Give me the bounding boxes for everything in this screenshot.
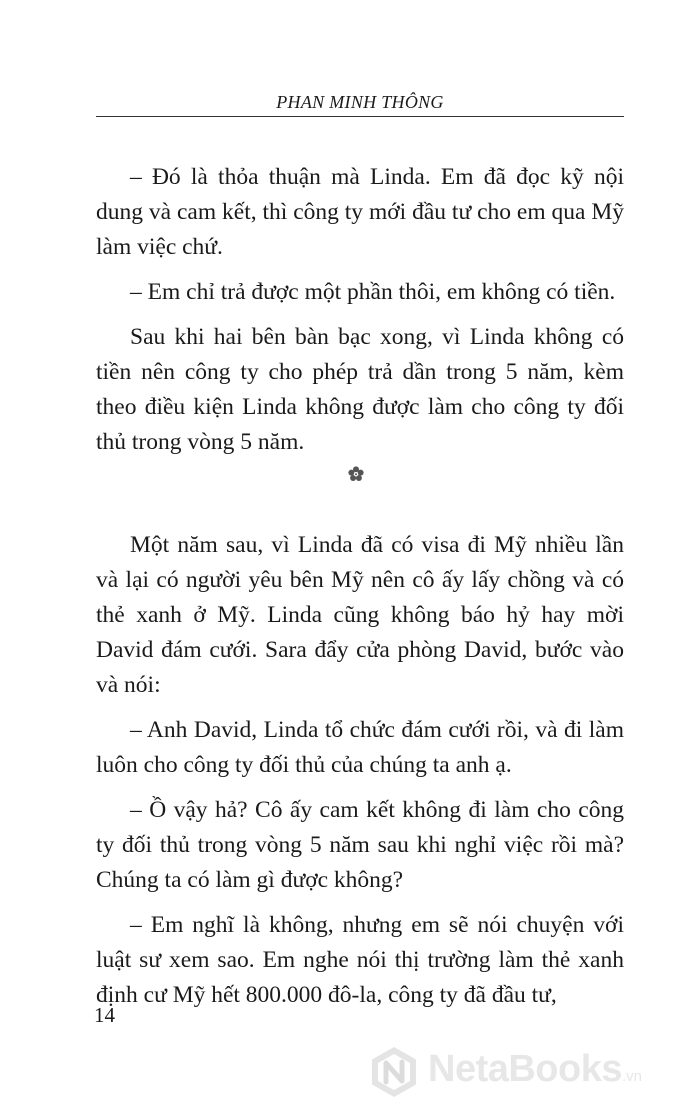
running-title: PHAN MINH THÔNG xyxy=(276,92,444,112)
watermark xyxy=(366,1044,696,1100)
page-number: 14 xyxy=(94,1003,115,1027)
paragraph: – Ồ vậy hả? Cô ấy cam kết không đi làm cho công ty đối thủ trong vòng 5 năm sau khi nghỉ việc rồi mà? Chúng ta có làm gì được không? xyxy=(96,797,624,893)
paragraph: – Em nghĩ là không, nhưng em sẽ nói chuyện với luật sư xem sao. Em nghe nói thị trường làm thẻ xanh định cư Mỹ hết 800.000 đô-la, công ty đã đầu tư, xyxy=(96,912,624,1008)
netabooks-logo-icon xyxy=(366,1044,422,1100)
watermark-brand xyxy=(428,1048,642,1091)
watermark-brand-name: NetaBooks xyxy=(428,1048,622,1090)
paragraph: Sau khi hai bên bàn bạc xong, vì Linda không có tiền nên công ty cho phép trả dần trong 5 năm, kèm theo điều kiện Linda không được làm cho công ty đối thủ trong vòng 5 năm. xyxy=(96,324,624,455)
header-divider xyxy=(96,116,624,117)
text-block-1 xyxy=(96,160,624,470)
text-block-2 xyxy=(96,528,624,1023)
watermark-domain-suffix: .vn xyxy=(622,1068,643,1085)
paragraph: – Em chỉ trả được một phần thôi, em không có tiền. xyxy=(130,279,616,305)
running-header xyxy=(96,92,624,113)
paragraph: Một năm sau, vì Linda đã có visa đi Mỹ nhiều lần và lại có người yêu bên Mỹ nên cô ấy lấy chồng và có thẻ xanh ở Mỹ. Linda cũng không báo hỷ hay mời David đám cưới. Sara đẩy cửa phòng David, bước vào và nói: xyxy=(96,532,624,698)
paragraph: – Anh David, Linda tổ chức đám cưới rồi, và đi làm luôn cho công ty đối thủ của chúng ta anh ạ. xyxy=(96,717,624,778)
flower-ornament-icon xyxy=(348,466,364,482)
paragraph: – Đó là thỏa thuận mà Linda. Em đã đọc kỹ nội dung và cam kết, thì công ty mới đầu tư cho em qua Mỹ làm việc chứ. xyxy=(96,164,624,260)
